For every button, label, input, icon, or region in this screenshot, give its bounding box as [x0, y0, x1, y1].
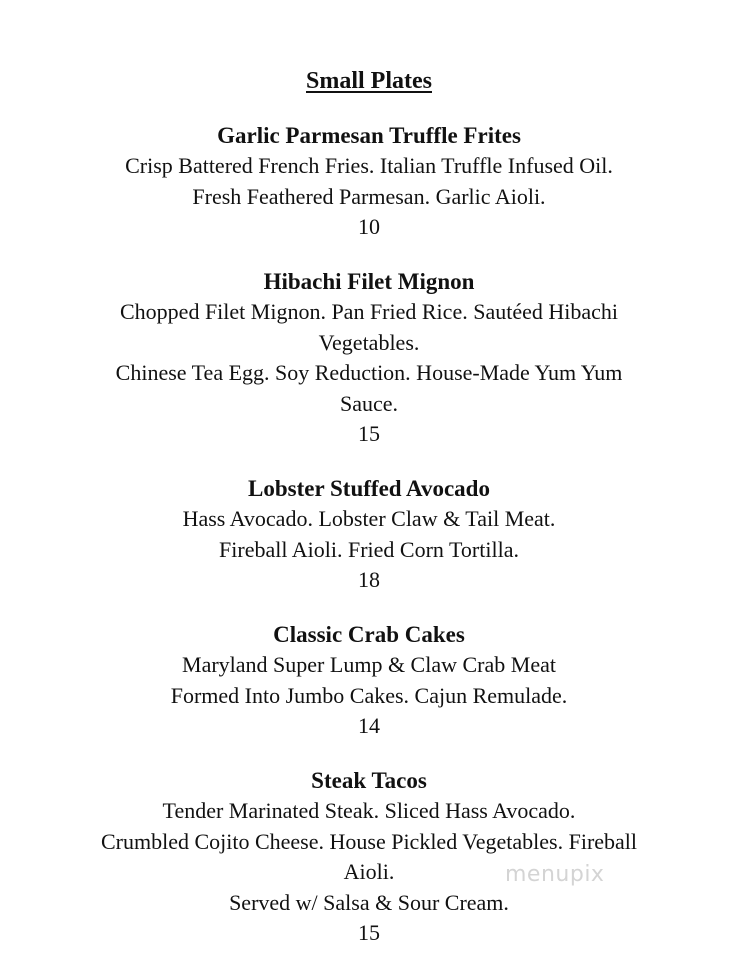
item-price: 18	[358, 567, 380, 592]
item-description-line: Crumbled Cojito Cheese. House Pickled Vegetables. Fireball	[100, 828, 638, 854]
item-name: Garlic Parmesan Truffle Frites	[217, 123, 521, 148]
item-name: Steak Tacos	[311, 768, 427, 793]
item-description-line: Hass Avocado. Lobster Claw & Tail Meat.	[182, 506, 556, 531]
menu-item	[0, 121, 738, 243]
item-price: 15	[358, 421, 380, 446]
item-description-line: Vegetables.	[318, 329, 420, 355]
item-description-line: Fireball Aioli. Fried Corn Tortilla.	[219, 536, 519, 562]
menu-item	[0, 620, 738, 742]
menu-item	[0, 474, 738, 596]
item-price: 14	[358, 713, 380, 738]
item-name: Classic Crab Cakes	[273, 622, 465, 647]
item-description-line: Chopped Filet Mignon. Pan Fried Rice. Sautéed Hibachi	[120, 299, 618, 324]
item-price: 15	[358, 920, 380, 945]
item-description-line: Sauce.	[339, 390, 399, 416]
item-name: Lobster Stuffed Avocado	[248, 476, 490, 501]
item-description-line: Fresh Feathered Parmesan. Garlic Aioli.	[192, 183, 546, 209]
item-description-line: Formed Into Jumbo Cakes. Cajun Remulade.	[170, 682, 568, 708]
watermark-logo: menupix	[505, 862, 605, 887]
item-description-line: Crisp Battered French Fries. Italian Truffle Infused Oil.	[125, 153, 613, 178]
item-name: Hibachi Filet Mignon	[263, 269, 475, 294]
menu-item	[0, 267, 738, 450]
item-price: 10	[358, 214, 380, 239]
item-description-line: Aioli.	[343, 859, 395, 884]
section-title: Small Plates	[306, 68, 432, 94]
item-description-line: Tender Marinated Steak. Sliced Hass Avocado.	[162, 798, 576, 823]
item-description-line: Chinese Tea Egg. Soy Reduction. House-Made Yum Yum	[115, 360, 623, 385]
item-description-line: Served w/ Salsa & Sour Cream.	[229, 889, 509, 915]
menu-item	[0, 766, 738, 949]
item-description-line: Maryland Super Lump & Claw Crab Meat	[182, 652, 556, 677]
